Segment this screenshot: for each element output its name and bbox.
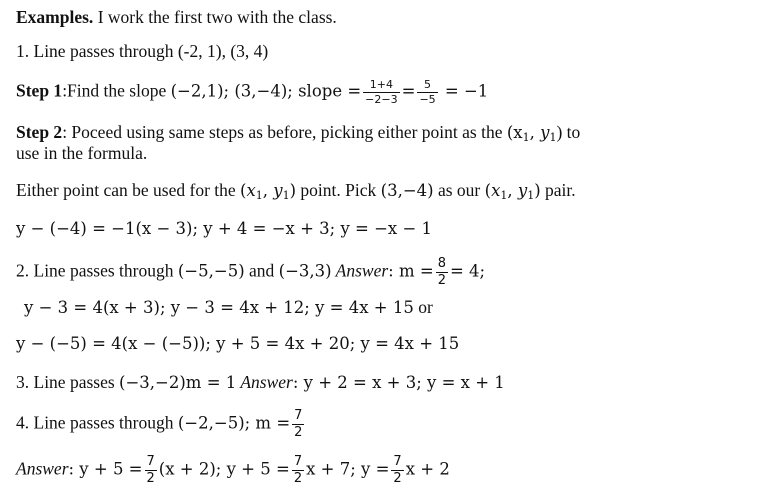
example-1-title: 1. Line passes through (-2, 1), (3, 4) xyxy=(16,41,269,61)
var-y-c: y xyxy=(517,181,528,200)
comma-b: , xyxy=(262,181,274,200)
example-2-title xyxy=(16,257,765,288)
fraction-2-denominator: −5 xyxy=(419,93,436,106)
slope-numerator: 1+4 xyxy=(363,79,399,93)
examples-heading xyxy=(16,6,765,28)
slope-denominator: −2−3 xyxy=(365,93,398,106)
example-4-result-a: : y + 5 = xyxy=(68,459,143,479)
example-4-answer xyxy=(16,455,765,486)
sub-1: 1 xyxy=(522,131,530,144)
sub-1b: 1 xyxy=(549,131,557,144)
example-3-result: : y + 2 = x + 3; y = x + 1 xyxy=(292,373,505,392)
example-4-numerator: 7 xyxy=(294,408,303,423)
var-y-b: y xyxy=(273,181,283,200)
either-text-d: pair. xyxy=(540,180,576,200)
var-x: x xyxy=(246,181,256,200)
slope-fraction-2 xyxy=(417,79,437,106)
example-1-result: y − (−4) = −1(x − 3); y + 4 = −x + 3; y = −x − 1 xyxy=(16,219,433,238)
frac-b-num: 7 xyxy=(293,454,303,469)
example-2-point-1: (−5,−5) xyxy=(177,261,245,281)
frac-b-den: 2 xyxy=(293,471,303,486)
step-2-label: Step 2 xyxy=(16,122,63,142)
sub-1d: 1 xyxy=(282,189,290,202)
example-2-denominator: 2 xyxy=(437,273,446,288)
example-4-title xyxy=(16,409,765,440)
frac-a-den: 2 xyxy=(146,471,155,486)
step-1-line xyxy=(16,79,765,106)
either-xy-pair: ($x_1$, $y_1$) xyxy=(240,181,297,202)
example-4-frac-a xyxy=(145,455,157,486)
sub-1c: 1 xyxy=(255,189,263,202)
example-4-frac-c xyxy=(391,455,403,486)
either-point-line xyxy=(16,179,765,202)
example-4-frac-b xyxy=(292,455,304,486)
examples-intro: I work the first two with the class. xyxy=(93,7,337,27)
example-3-line xyxy=(16,371,765,394)
example-3-answer-label: Answer xyxy=(236,372,293,392)
either-xy-pair-2: ($x_1$, $y_1$) xyxy=(484,181,541,202)
example-4-denominator: 2 xyxy=(294,425,303,440)
example-4-result-b: (x + 2); y + 5 = xyxy=(158,459,290,479)
step-2-text: : Poceed using same steps as before, picking either point as the xyxy=(62,122,507,142)
example-4-answer-label: Answer xyxy=(16,458,69,479)
sub-1e: 1 xyxy=(500,189,508,202)
example-2-line-2: y − (−5) = 4(x − (−5)); y + 5 = 4x + 20; y = 4x + 15 xyxy=(16,334,460,353)
example-4-fraction xyxy=(292,409,304,440)
example-3-point: (−3,−2)m = 1 xyxy=(119,373,237,392)
example-2-line-1 xyxy=(24,296,765,319)
step-2-point xyxy=(507,123,557,142)
comma-c: , xyxy=(507,181,518,200)
example-2-equation-1: y − 3 = 4(x + 3); y − 3 = 4x + 12; y = 4x + 15 xyxy=(24,298,414,317)
example-2-m-result: = 4; xyxy=(449,261,486,281)
either-pick: (3,−4) xyxy=(380,181,434,200)
either-text-a: Either point can be used for the xyxy=(16,180,241,200)
frac-c-num: 7 xyxy=(393,454,402,469)
var-x-b: x xyxy=(491,181,501,200)
example-4-text: 4. Line passes through xyxy=(16,412,178,433)
example-2-and: and xyxy=(244,260,279,281)
step-2-continuation: use in the formula. xyxy=(16,143,148,163)
step-1-label: Step 1 xyxy=(16,80,63,101)
example-2-fraction xyxy=(436,257,448,288)
step-1-points: (−2,1); (3,−4); slope = xyxy=(170,81,362,101)
example-4-result-c: x + 7; y = xyxy=(306,459,390,479)
example-2-answer-label: Answer xyxy=(331,260,389,281)
examples-label: Examples. xyxy=(16,7,94,27)
equals-sign: = xyxy=(401,81,416,101)
example-4-point: (−2,−5); xyxy=(177,413,251,433)
comma: , xyxy=(529,123,541,142)
example-2-point-2: (−3,3) xyxy=(278,261,332,281)
step-1-text: :Find the slope xyxy=(62,80,171,101)
example-3-text: 3. Line passes xyxy=(16,372,120,392)
var-y: y xyxy=(540,123,550,142)
step-2-line xyxy=(16,121,765,144)
paren-x: (x xyxy=(506,123,523,142)
example-2-or: or xyxy=(413,297,433,317)
example-4-m: m = xyxy=(250,413,291,433)
slope-fraction xyxy=(363,79,399,106)
step-2-text-b: ) to xyxy=(556,122,581,142)
either-text-c: as our xyxy=(433,180,485,200)
either-text-b: point. Pick xyxy=(296,180,381,200)
example-2-text: 2. Line passes through xyxy=(16,260,178,281)
example-4-result-d: x + 2 xyxy=(405,459,450,479)
frac-a-num: 7 xyxy=(146,454,155,469)
example-2-m: : m = xyxy=(388,261,434,281)
fraction-2-numerator: 5 xyxy=(417,79,437,93)
frac-c-den: 2 xyxy=(393,471,402,486)
slope-result: = −1 xyxy=(439,81,489,101)
example-2-numerator: 8 xyxy=(437,256,446,271)
sub-1f: 1 xyxy=(527,189,535,202)
